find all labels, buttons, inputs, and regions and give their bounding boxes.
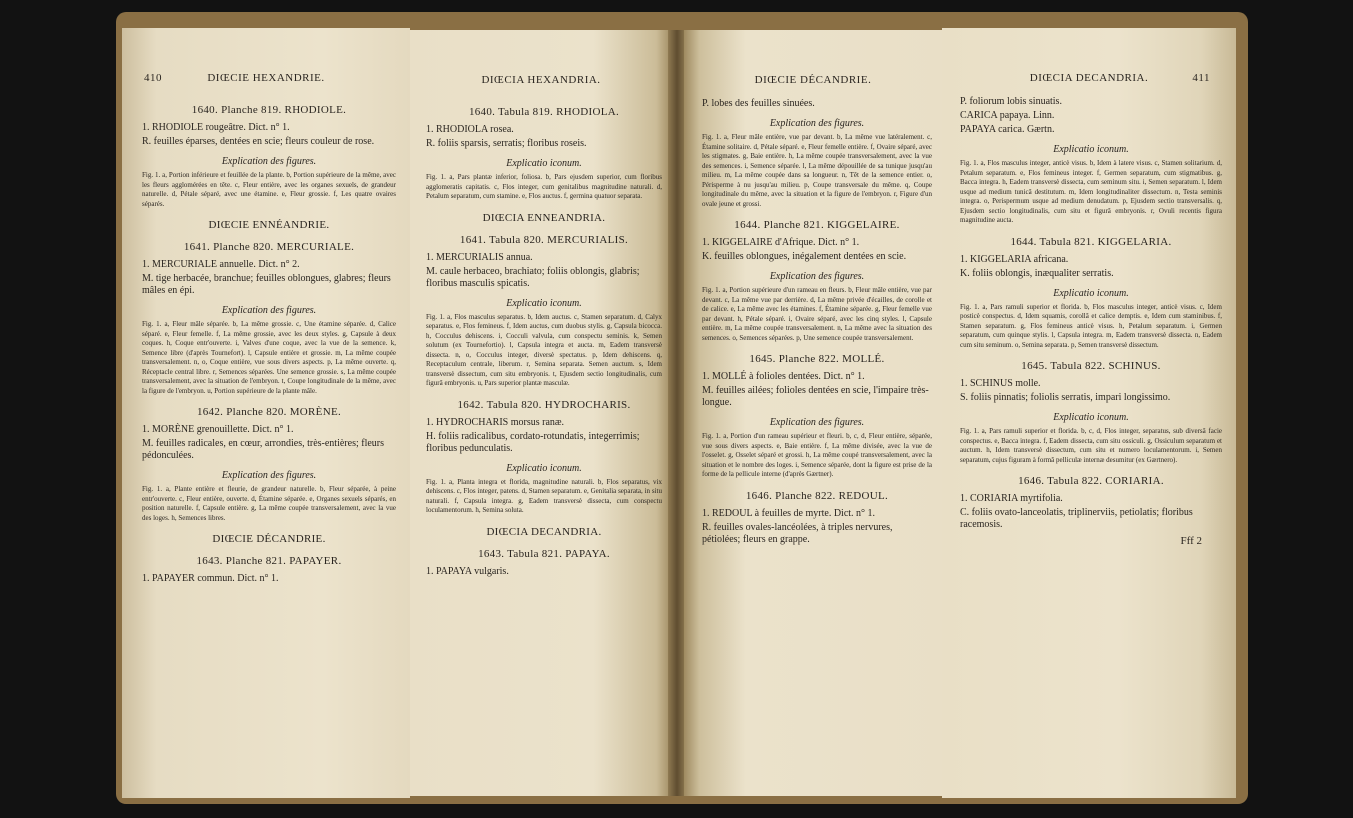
figure-legend: Fig. 1. a, Planta integra et florida, magnitudine naturali. b, Flos separatus, vix dehiscens. c, Flos integer, patens. d, Stamen separatum. e, Genitalia separata, in situ naturali. f, Capsula integra. g, Eadem transversè dissecta, cum conspectu loculamentorum. h, Semina soluta.	[426, 477, 662, 514]
explication-heading: Explicatio iconum.	[1053, 287, 1129, 299]
species-entry: M. feuilles ailées; folioles dentées en scie, l'impaire très-longue.	[702, 385, 929, 408]
species-entry: M. tige herbacée, branchue; feuilles oblongues, glabres; fleurs mâles en épi.	[142, 273, 391, 296]
page-number: 410	[144, 72, 162, 84]
page-text	[410, 96, 672, 580]
species-entry: PAPAYA carica. Gærtn.	[960, 124, 1055, 135]
explication-heading: Explicatio iconum.	[1053, 144, 1129, 155]
section-heading: DIŒCIE ENNÉANDRIE.	[208, 219, 330, 231]
signature-mark: Fff 2	[1180, 535, 1202, 547]
figure-legend: Fig. 1. a, Portion supérieure d'un rameau en fleurs. b, Fleur mâle entière, vue par devant. c, La même vue par derrière. d, La même privée d'écailles, de corolle et de calice. e, La même avec les étamines. f, Étamine séparée. g, Fleur femelle vue par devant. h, Pétale séparé. i, Ovaire séparé, avec les cinq styles. l, Capsule entière. m, La même coupée transversalement. n, La même avec la situation des semences. o, Semences séparées. p, Une semence coupée transversalement.	[702, 286, 932, 342]
section-heading: 1646. Planche 822. REDOUL.	[745, 489, 889, 502]
section-heading: 1643. Planche 821. PAPAYER.	[196, 555, 342, 567]
section-heading: 1640. Planche 819. RHODIOLE.	[191, 104, 347, 116]
explication-heading: Explicatio iconum.	[506, 297, 582, 309]
figure-legend: Fig. 1. a, Portion d'un rameau supérieur et fleuri. b, c, d, Fleur entière, séparée, vue sous divers aspects. e, Baie entière. f, La même divisée, avec la vue de l'osselet. g, Osselet séparé et grossi. h, La même coupé transversalement, avec la situation et le nombre des loges. i, Semence séparée, dont la figure est prise de la forme de la pellicule interne (d'après Gærtner).	[702, 432, 932, 478]
figure-legend: Fig. 1. a, Plante entière et fleurie, de grandeur naturelle. b, Fleur séparée, à peine entr'ouverte. c, Fleur entière, ouverte. d, Étamine séparée. e, Organes sexuels séparés, en position naturelle. f, Capsule entière. g, La même coupée transversalement, avec la vue des loges. h, Semences libres.	[142, 485, 396, 522]
page-text	[942, 94, 1236, 547]
running-title: DIŒCIA DECANDRIA.	[1029, 72, 1149, 84]
section-heading: 1645. Planche 822. MOLLÉ.	[749, 353, 885, 365]
species-entry: H. foliis radicalibus, cordato-rotundatis, integerrimis; floribus pedunculatis.	[426, 430, 640, 454]
section-heading: 1644. Planche 821. KIGGELAIRE.	[734, 219, 900, 231]
figure-legend: Fig. 1. a, Fleur mâle séparée. b, La même grossie. c, Une étamine séparée. d, Calice séparé. e, Fleur femelle. f, La même grossie, avec les deux styles. g, Capsule à deux coques. h, Coque entr'ouverte. i, Valves d'une coque, avec la vue de la semence. k, Semence libre (d'après Tournefort). l, Capsule entière et grossie. m, La même coupée transversalement. n, o, Coque entière, vue sous divers aspects. p, La même ouverte. q, Réceptacle central libre. r, Semences séparées. Une semence grossie. s, La même coupée transversalement, avec la situation de l'embryon. t, Coupe longitudinale de la même, avec la figure de l'embryon. u, Portion supérieure de la plante mâle.	[142, 320, 396, 395]
section-heading: 1642. Planche 820. MORÈNE.	[196, 406, 342, 418]
species-entry: R. feuilles ovales-lancéolées, à triples nervures, pétiolées; fleurs en grappe.	[702, 521, 893, 545]
species-entry: 1. PAPAYER commun. Dict. n° 1.	[142, 573, 279, 584]
species-entry: 1. HYDROCHARIS morsus ranæ.	[426, 416, 565, 428]
section-heading: DIŒCIE DÉCANDRIE.	[212, 533, 326, 545]
running-title: DIŒCIA HEXANDRIA.	[481, 74, 601, 86]
page-text	[122, 94, 410, 587]
section-heading: 1642. Tabula 820. HYDROCHARIS.	[457, 398, 631, 411]
figure-legend: Fig. 1. a, Fleur mâle entière, vue par devant. b, La même vue latéralement. c, Étamine solitaire. d, Pétale séparé. e, Fleur femelle entière. f, Ovaire séparé, avec les stigmates. g, Baie entière. h, La même coupée transversalement, avec la vue des semences. i, Semence séparée. l, La même dépouillée de sa tunique jusqu'au milieu. m, La même coupée dans sa longueur. n, Têt de la semence entier. o, Périsperme à nu jusqu'au milieu. p, Coupe transversale du même. q, Coupe longitudinale du même, avec la situation et la figure de l'embryon. r, Figure d'un ovale jeune et grossi.	[702, 133, 932, 208]
species-entry: C. foliis ovato-lanceolatis, triplinerviis, petiolatis; floribus racemosis.	[960, 507, 1193, 530]
explication-heading: Explication des figures.	[769, 271, 865, 282]
figure-legend: Fig. 1. a, Pars ramuli superior et florida. b, c, d, Flos integer, separatus, sub diversâ facie conspectus. e, Bacca integra. f, Eadem dissecta, cum situ ossiculi. g, Ossiculum separatum et auctum. h, Idem transversè dissectum, cum situ et numero loculamentorum. i, Semen separatum, cujus figuram à formâ pelliculæ internæ desumitur (ex Gærtnero).	[960, 427, 1222, 464]
explication-heading: Explicatio iconum.	[506, 158, 582, 169]
species-entry: M. feuilles radicales, en cœur, arrondies, très-entières; fleurs pédonculées.	[142, 438, 385, 461]
section-heading: 1645. Tabula 822. SCHINUS.	[1021, 360, 1161, 372]
species-entry: R. feuilles éparses, dentées en scie; fleurs couleur de rose.	[142, 136, 375, 147]
section-heading: 1646. Tabula 822. CORIARIA.	[1018, 475, 1164, 487]
page-number: 411	[1192, 72, 1210, 84]
species-entry: P. lobes des feuilles sinuées.	[702, 98, 815, 109]
species-entry: 1. MOLLÉ à folioles dentées. Dict. n° 1.	[702, 371, 865, 382]
explication-heading: Explicatio iconum.	[506, 462, 582, 474]
figure-legend: Fig. 1. a, Portion inférieure et feuillée de la plante. b, Portion supérieure de la même, avec les fleurs agglomérées en tête. c, Fleur entière, avec les organes sexuels, de grandeur naturelle. d, Pétale séparé, avec une étamine. e, Fleur grossie. f, Les quatre ovaires séparés.	[142, 171, 396, 208]
species-entry: 1. MERCURIALE annuelle. Dict. n° 2.	[142, 259, 300, 270]
species-entry: R. foliis sparsis, serratis; floribus roseis.	[426, 138, 587, 149]
section-heading: 1643. Tabula 821. PAPAYA.	[478, 547, 610, 560]
section-heading: DIŒCIA ENNEANDRIA.	[482, 211, 606, 224]
species-entry: 1. KIGGELARIA africana.	[960, 253, 1069, 265]
explication-heading: Explication des figures.	[769, 417, 865, 428]
species-entry: 1. PAPAYA vulgaris.	[426, 565, 509, 577]
page-left-inner	[410, 30, 672, 796]
explication-heading: Explication des figures.	[221, 305, 317, 316]
page-text	[684, 96, 942, 548]
explication-heading: Explication des figures.	[769, 118, 865, 129]
page-right-outer	[942, 28, 1236, 798]
section-heading: DIŒCIA DECANDRIA.	[486, 525, 602, 538]
species-entry: 1. RHODIOLE rougeâtre. Dict. n° 1.	[142, 122, 290, 133]
species-entry: 1. MORÈNE grenouillette. Dict. n° 1.	[142, 424, 294, 435]
section-heading: 1641. Planche 820. MERCURIALE.	[183, 241, 355, 253]
explication-heading: Explication des figures.	[221, 156, 317, 167]
species-entry: 1. REDOUL à feuilles de myrte. Dict. n° 1.	[702, 507, 876, 519]
species-entry: K. feuilles oblongues, inégalement dentées en scie.	[702, 251, 907, 262]
section-heading: 1644. Tabula 821. KIGGELARIA.	[1010, 235, 1172, 248]
page-left-outer	[122, 28, 410, 798]
species-entry: 1. CORIARIA myrtifolia.	[960, 493, 1063, 504]
running-title: DIŒCIE DÉCANDRIE.	[754, 74, 872, 86]
figure-legend: Fig. 1. a, Flos masculus separatus. b, Idem auctus. c, Stamen separatum. d, Calyx separatus. e, Flos femineus. f, Idem auctus, cum duobus stylis. g, Capsula bicocca. h, Cocculus dehiscens. i, Cocculi valvula, cum conspectu seminis. k, Semen solutum (ex Tournefortio). l, Capsula integra et aucta. m, Eadem transversè dissecta. n, o, Cocculus integer, diversè spectatus. p, Idem dehiscens. q, Receptaculum centrale, liberum. r, Semina separata. Semen auctum. s, Idem transversè dissectum, cum situ embryonis. t, Ejusdem sectio longitudinalis, cum figurâ embryonis. u, Pars superior plantæ masculæ.	[426, 312, 662, 387]
species-entry: M. caule herbaceo, brachiato; foliis oblongis, glabris; floribus masculis spicatis.	[426, 265, 640, 289]
explication-heading: Explicatio iconum.	[1053, 412, 1129, 423]
species-entry: K. foliis oblongis, inæqualiter serratis.	[960, 267, 1114, 279]
running-title: DIŒCIE HEXANDRIE.	[207, 72, 325, 84]
species-entry: 1. KIGGELAIRE d'Afrique. Dict. n° 1.	[702, 237, 860, 248]
section-heading: 1640. Tabula 819. RHODIOLA.	[468, 106, 620, 118]
figure-legend: Fig. 1. a, Flos masculus integer, anticè visus. b, Idem à latere visus. c, Stamen solitarium. d, Petalum separatum. e, Flos femineus integer. f, Germen separatum, cum stigmatibus. g, Bacca integra. h, Eadem transversè dissecta, cum seminum situ. i, Semen separatum. l, Idem usque ad medium tunicâ destitutum. m, Idem longitudinaliter dissectum. n, Testa seminis integra. o, Perispermum usque ad medium denudatum. p, Ejusdem sectio transversalis. q, Ejusdem sectio longitudinalis, cum situ et figurâ embryonis. r, Ovuli recentis figura magnitudine aucta.	[960, 159, 1222, 224]
species-entry: CARICA papaya. Linn.	[960, 110, 1055, 121]
species-entry: P. foliorum lobis sinuatis.	[960, 96, 1062, 107]
species-entry: 1. SCHINUS molle.	[960, 378, 1041, 389]
species-entry: 1. MERCURIALIS annua.	[426, 251, 533, 263]
figure-legend: Fig. 1. a, Pars plantæ inferior, foliosa. b, Pars ejusdem superior, cum floribus agglomeratis capitatis. c, Flos integer, cum genitalibus magnitudine naturali. d, Petalum separatum, cum stamine. e, Flos auctus. f, germina quatuor separata.	[426, 173, 662, 200]
species-entry: 1. RHODIOLA rosea.	[426, 124, 514, 135]
figure-legend: Fig. 1. a, Pars ramuli superior et florida. b, Flos masculus integer, anticè visus. c, Idem posticè conspectus. d, Idem squamis, corollâ et calice demptis. e, Idem cum staminibus. f, Stamen separatum. g, Flos femineus anticè visus. h, Petalum separatum. i, Germen separatum, cum quinque stylis. l, Capsula integra. m, Eadem transversè dissecta. n, Eadem cum situ seminum. o, Semina separata. p, Semen transversè dissectum.	[960, 302, 1222, 349]
explication-heading: Explication des figures.	[221, 470, 317, 481]
page-right-inner	[684, 30, 942, 796]
section-heading: 1641. Tabula 820. MERCURIALIS.	[459, 233, 629, 246]
species-entry: S. foliis pinnatis; foliolis serratis, impari longissimo.	[960, 392, 1171, 403]
